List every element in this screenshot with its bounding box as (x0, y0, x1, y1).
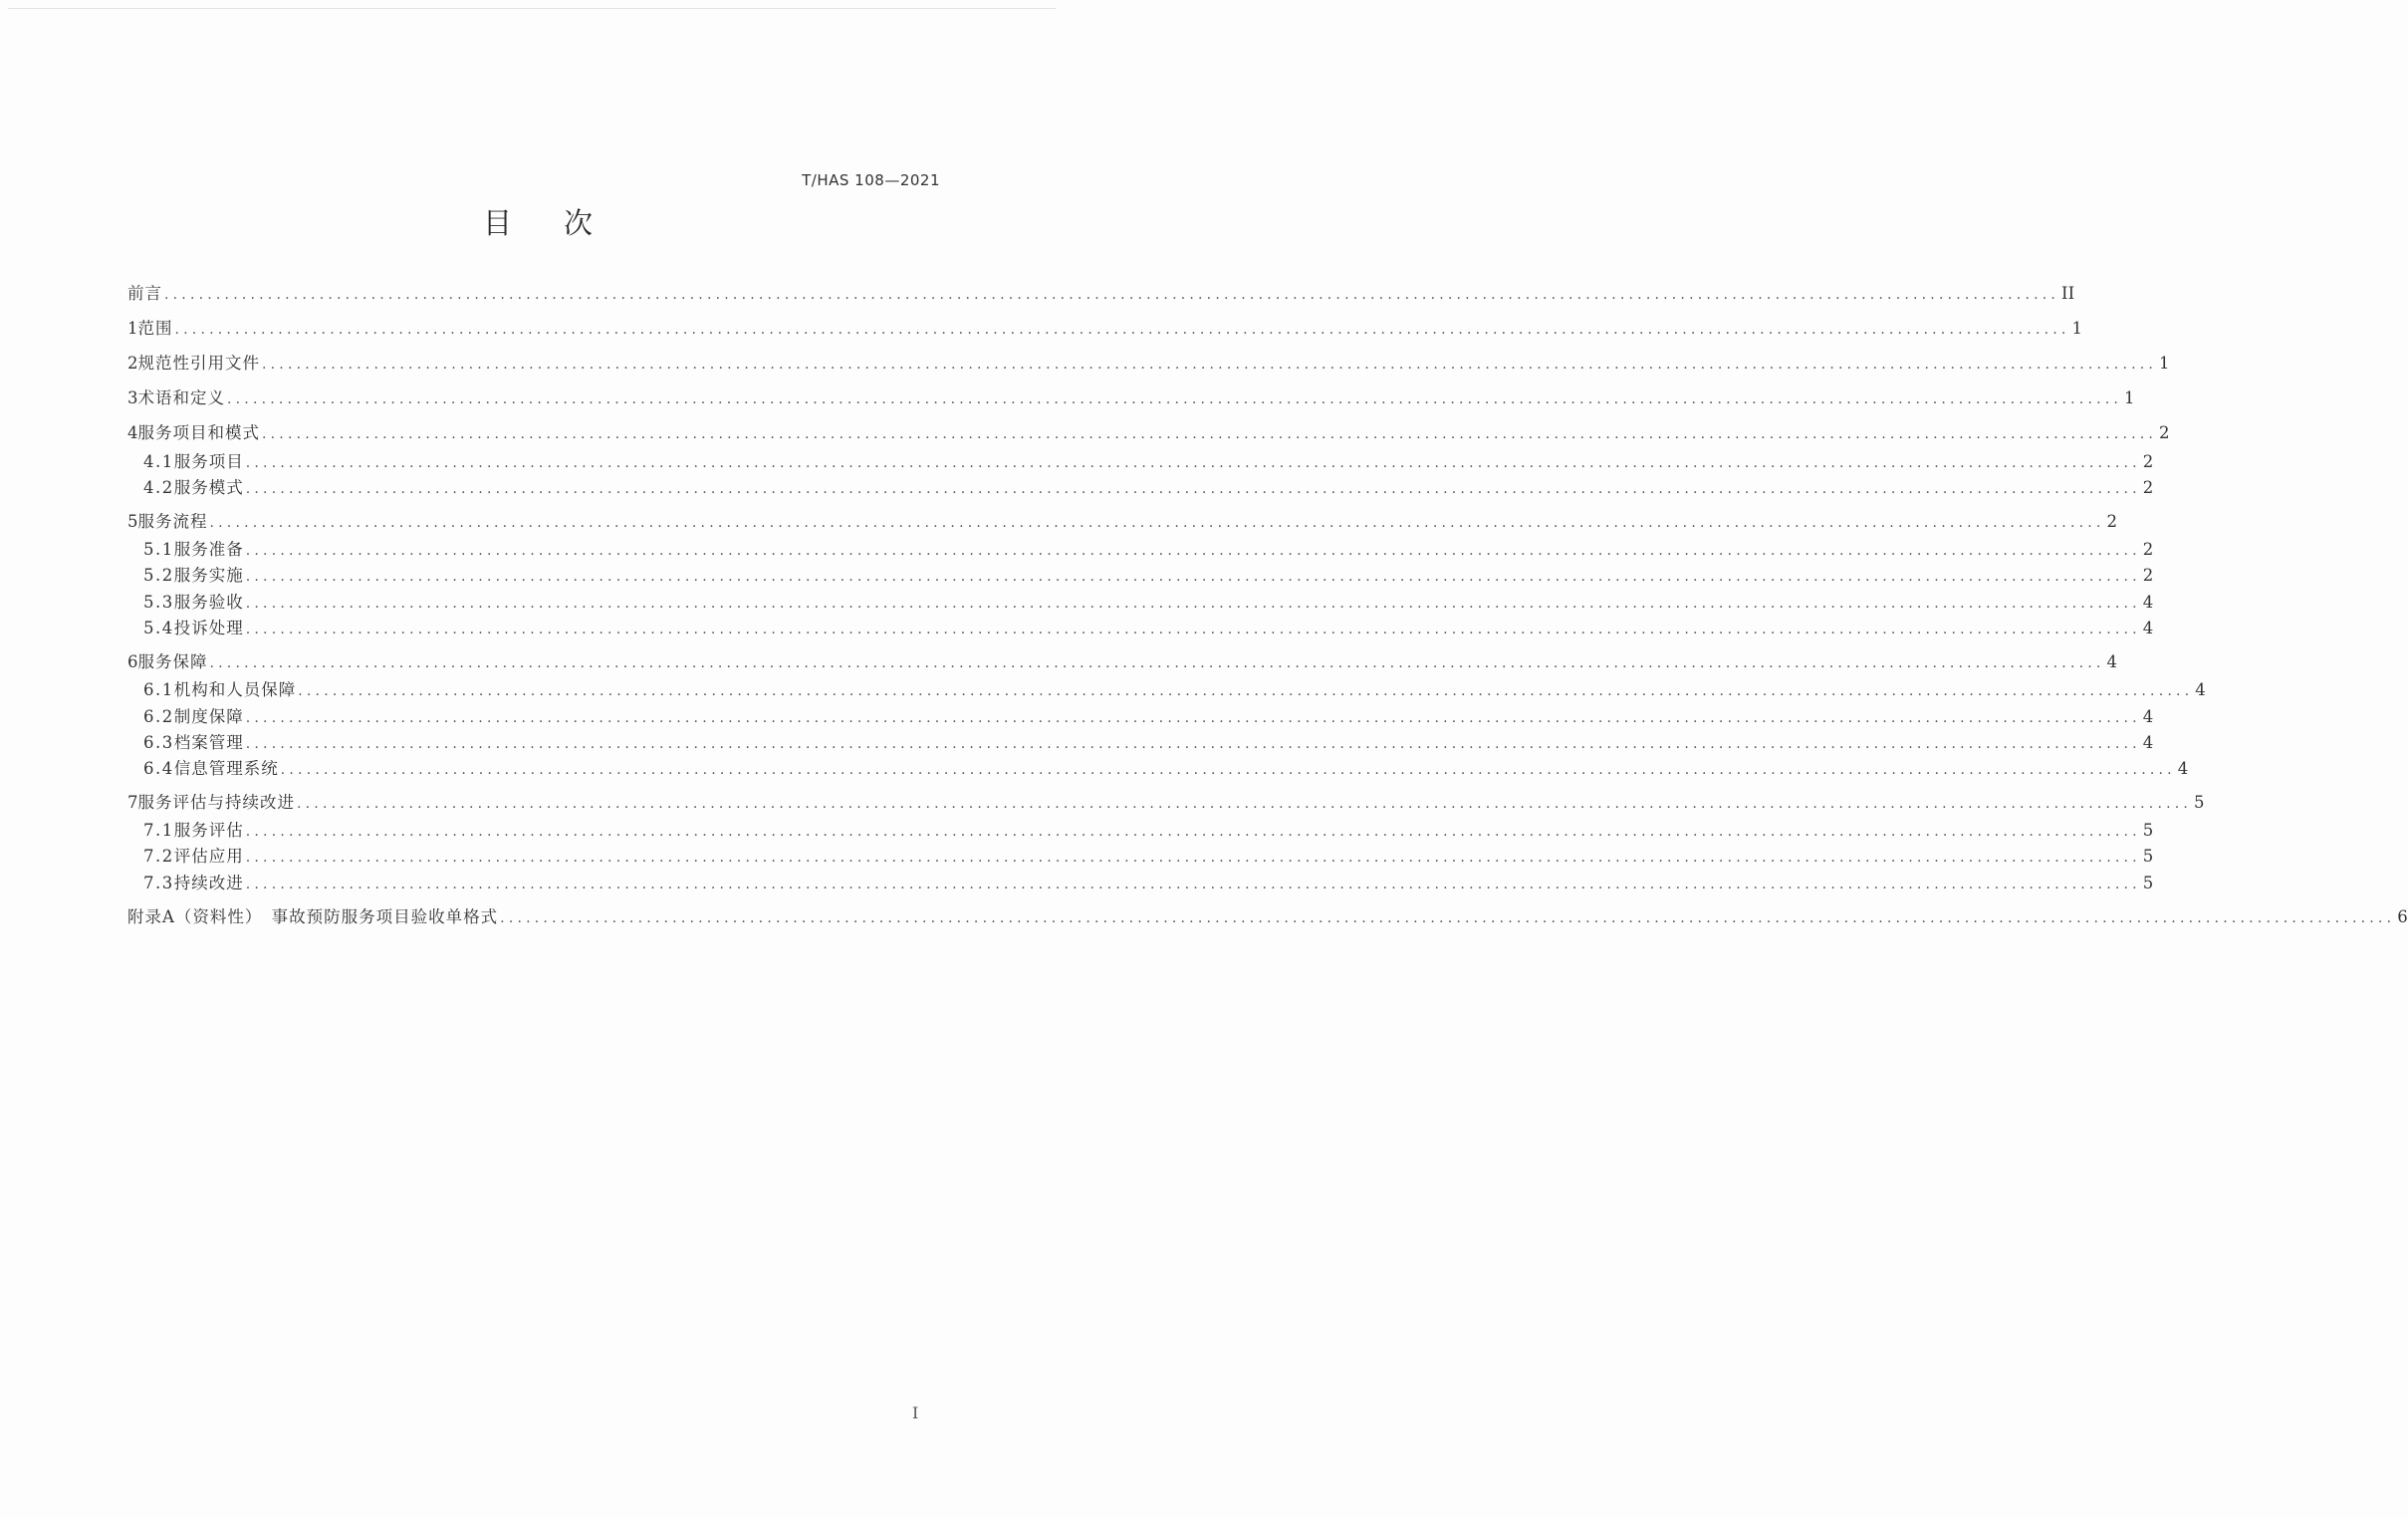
toc-entry[interactable] (127, 649, 2118, 675)
dot-leader: ............................................................................................................................................................................................................................ (245, 736, 2141, 752)
toc-entry-number: 5 (127, 512, 138, 531)
toc-entry-number: 5.4 (143, 619, 174, 637)
toc-entry-label: 信息管理系统 (173, 759, 279, 778)
toc-entry[interactable] (127, 281, 2075, 307)
toc-entry-label: 档案管理 (173, 733, 244, 752)
toc-entry-number: 6.1 (143, 680, 174, 699)
toc-entry-label: 服务准备 (173, 540, 244, 559)
toc-entry[interactable] (127, 420, 2170, 446)
toc-entry-label: 持续改进 (173, 874, 244, 892)
toc-entry-number: 7.2 (143, 847, 174, 866)
dot-leader: ............................................................................................................................................................................................................................ (209, 515, 2105, 531)
toc-entry-page: 5 (2142, 821, 2154, 840)
toc-entry-number: 4.1 (143, 452, 174, 471)
toc-entry-page: 5 (2142, 847, 2154, 866)
toc-entry-page: 4 (2142, 707, 2154, 726)
document-code: T/HAS 108—2021 (802, 171, 940, 189)
toc-entry[interactable] (127, 351, 2170, 377)
toc-entry-page: 1 (2124, 388, 2135, 407)
dot-leader: ............................................................................................................................................................................................................................ (245, 455, 2141, 471)
toc-entry-label: 服务保障 (137, 652, 208, 671)
toc-entry[interactable] (127, 316, 2083, 342)
toc-entry-label: 制度保障 (173, 707, 244, 726)
dot-leader: ............................................................................................................................................................................................................................ (245, 569, 2141, 585)
dot-leader: ............................................................................................................................................................................................................................ (245, 481, 2141, 497)
toc-entry-label: 服务项目 (173, 452, 244, 471)
toc-entry-label: 机构和人员保障 (173, 680, 297, 699)
toc-entry-number: 6.4 (143, 759, 174, 778)
toc-entry[interactable] (127, 844, 2154, 870)
toc-entry[interactable] (127, 704, 2154, 730)
toc-entry-number: 1 (127, 319, 138, 338)
toc-entry-label: 投诉处理 (173, 619, 244, 637)
dot-leader: ............................................................................................................................................................................................................................ (298, 683, 2194, 699)
toc-entry-label: 评估应用 (173, 847, 244, 866)
toc-entry-number: 3 (127, 388, 138, 407)
top-rule (8, 8, 1056, 9)
toc-entry-number: 2 (127, 354, 138, 373)
dot-leader: ............................................................................................................................................................................................................................ (174, 322, 2070, 338)
toc-entry[interactable] (127, 509, 2118, 535)
toc-entry-page: 2 (2142, 566, 2154, 585)
dot-leader: ............................................................................................................................................................................................................................ (245, 850, 2141, 866)
toc-entry[interactable] (127, 904, 2408, 930)
toc-entry-page: 4 (2142, 733, 2154, 752)
toc-entry-page: II (2061, 284, 2075, 303)
dot-leader: ............................................................................................................................................................................................................................ (227, 391, 2123, 407)
toc-entry-page: 4 (2142, 619, 2154, 637)
toc-entry-label: 服务模式 (173, 478, 244, 497)
toc-entry-label: 服务实施 (173, 566, 244, 585)
toc-entry-page: 1 (2071, 319, 2083, 338)
dot-leader: ............................................................................................................................................................................................................................ (164, 287, 2060, 303)
toc-entry[interactable] (127, 616, 2154, 641)
toc-entry-number: 6.3 (143, 733, 174, 752)
toc-entry[interactable] (127, 475, 2154, 501)
toc-entry[interactable] (127, 385, 2135, 411)
toc-entry-number: 6.2 (143, 707, 174, 726)
toc-entry-label: 服务项目和模式 (137, 423, 260, 442)
toc-title: 目次 (482, 206, 644, 240)
toc-entry-page: 2 (2106, 512, 2118, 531)
toc-entry-number: 5.1 (143, 540, 174, 559)
dot-leader: ............................................................................................................................................................................................................................ (262, 357, 2158, 373)
toc-entry-page: 2 (2142, 540, 2154, 559)
dot-leader: ............................................................................................................................................................................................................................ (297, 796, 2193, 812)
toc-entry[interactable] (127, 449, 2154, 475)
dot-leader: ............................................................................................................................................................................................................................ (209, 655, 2105, 671)
toc-entry[interactable] (127, 537, 2154, 563)
toc-entry[interactable] (127, 563, 2154, 589)
toc-entry-page: 4 (2177, 759, 2189, 778)
toc-entry-label: 服务评估与持续改进 (137, 793, 295, 812)
dot-leader: ............................................................................................................................................................................................................................ (245, 824, 2141, 840)
toc-entry-number: 5.3 (143, 593, 174, 612)
toc-entry-number: 4.2 (143, 478, 174, 497)
toc-entry-page: 4 (2106, 652, 2118, 671)
toc-entry-label: 规范性引用文件 (137, 354, 260, 373)
toc-entry-number: 4 (127, 423, 138, 442)
toc-entry[interactable] (127, 790, 2205, 816)
toc-entry[interactable] (127, 871, 2154, 896)
toc-entry-label: 服务评估 (173, 821, 244, 840)
toc-entry-page: 2 (2159, 423, 2170, 442)
dot-leader: ............................................................................................................................................................................................................................ (500, 910, 2396, 926)
toc-entry-number: 7.3 (143, 874, 174, 892)
toc-entry-label: 服务流程 (137, 512, 208, 531)
dot-leader: ............................................................................................................................................................................................................................ (245, 543, 2141, 559)
toc-entry[interactable] (127, 590, 2154, 616)
dot-leader: ............................................................................................................................................................................................................................ (262, 426, 2158, 442)
dot-leader: ............................................................................................................................................................................................................................ (245, 877, 2141, 892)
page-number: I (912, 1403, 919, 1422)
dot-leader: ............................................................................................................................................................................................................................ (245, 622, 2141, 637)
toc-entry[interactable] (127, 756, 2189, 782)
toc-entry-number: 5.2 (143, 566, 174, 585)
toc-entry[interactable] (127, 818, 2154, 844)
toc-entry-page: 5 (2194, 793, 2205, 812)
toc-entry-number: 6 (127, 652, 138, 671)
toc-entry-label: 术语和定义 (137, 388, 225, 407)
toc-entry-number: 7.1 (143, 821, 174, 840)
toc-entry-label: 附录A（资料性） 事故预防服务项目验收单格式 (127, 907, 499, 926)
toc-entry-page: 4 (2142, 593, 2154, 612)
toc-entry-label: 前言 (127, 284, 162, 303)
toc-entry-page: 5 (2142, 874, 2154, 892)
toc-entry[interactable] (127, 677, 2206, 703)
toc-entry-label: 范围 (137, 319, 173, 338)
dot-leader: ............................................................................................................................................................................................................................ (245, 596, 2141, 612)
toc-entry-label: 服务验收 (173, 593, 244, 612)
toc-entry-page: 6 (2397, 907, 2408, 926)
toc-entry-page: 2 (2142, 452, 2154, 471)
toc-entry-page: 4 (2195, 680, 2206, 699)
toc-entry[interactable] (127, 730, 2154, 756)
dot-leader: ............................................................................................................................................................................................................................ (245, 710, 2141, 726)
dot-leader: ............................................................................................................................................................................................................................ (280, 762, 2176, 778)
toc-entry-page: 2 (2142, 478, 2154, 497)
toc-entry-number: 7 (127, 793, 138, 812)
toc-entry-page: 1 (2159, 354, 2170, 373)
